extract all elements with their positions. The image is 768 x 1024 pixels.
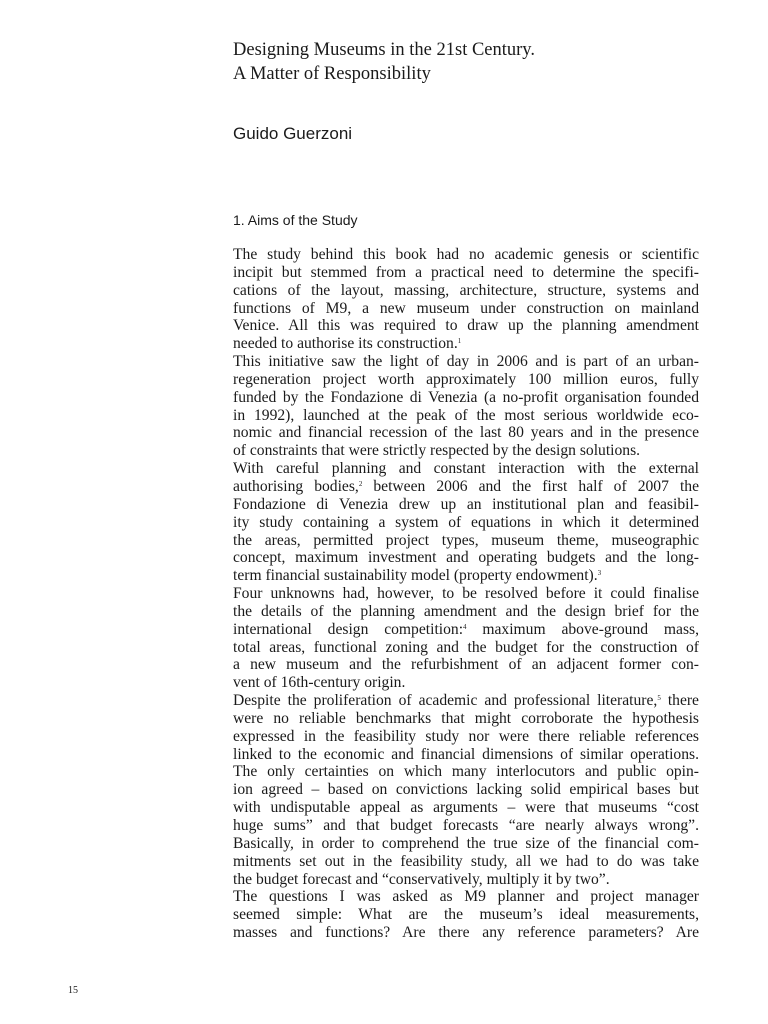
- text-line: [233, 674, 699, 692]
- text-line-continuation: maximum above-ground mass,: [466, 620, 699, 638]
- text-line: [233, 621, 699, 639]
- text-line-content: in 1992), launched at the peak of the most serious worldwide eco-: [233, 406, 699, 424]
- section-heading: 1. Aims of the Study: [233, 212, 358, 228]
- text-line: [233, 799, 699, 817]
- text-line-content: a new museum and the refurbishment of an adjacent former con-: [233, 656, 699, 674]
- text-line: [233, 442, 699, 460]
- text-line-content: total areas, functional zoning and the budget for the construction of: [233, 638, 699, 656]
- text-line: [233, 389, 699, 407]
- text-line-content: Four unknowns had, however, to be resolved before it could finalise: [233, 585, 699, 603]
- text-line: [233, 246, 699, 264]
- text-line: [233, 906, 699, 924]
- text-line-content: nomic and financial recession of the last 80 years and in the presence: [233, 424, 699, 442]
- text-line-content: linked to the economic and financial dimensions of similar operations.: [233, 745, 699, 763]
- text-line-continuation: between 2006 and the first half of 2007 the: [362, 477, 699, 495]
- text-line: [233, 282, 699, 300]
- text-line: [233, 300, 699, 318]
- text-line: [233, 728, 699, 746]
- text-line: [233, 549, 699, 567]
- author-name: Guido Guerzoni: [233, 124, 353, 143]
- text-line-content: With careful planning and constant interaction with the external: [233, 460, 699, 478]
- footnote-marker: 3: [597, 569, 602, 578]
- text-line: [233, 763, 699, 781]
- title-line-1: Designing Museums in the 21st Century.: [233, 40, 535, 60]
- text-line-content: of constraints that were strictly respected by the design solutions.: [233, 442, 641, 460]
- text-line-content: the areas, permitted project types, museum theme, museographic: [233, 531, 699, 549]
- text-line: [233, 692, 699, 710]
- text-line-content: Despite the proliferation of academic and professional literature,: [233, 692, 658, 710]
- text-line: [233, 639, 699, 657]
- text-line-content: the budget forecast and “conservatively, multiply it by two”.: [233, 870, 610, 888]
- text-line-content: concept, maximum investment and operating budgets and the long-: [233, 549, 699, 567]
- text-line: [233, 532, 699, 550]
- text-line: [233, 746, 699, 764]
- title-line-2: A Matter of Responsibility: [233, 64, 431, 84]
- text-line-content: with undisputable appeal as arguments – were that museums “cost: [233, 799, 699, 817]
- text-line: [233, 835, 699, 853]
- text-line: [233, 335, 699, 353]
- text-line: [233, 317, 699, 335]
- text-line: [233, 353, 699, 371]
- text-line-content: authorising bodies,: [233, 477, 359, 495]
- text-line: [233, 817, 699, 835]
- text-line: [233, 853, 699, 871]
- text-line-content: were no reliable benchmarks that might corroborate the hypothesis: [233, 709, 699, 727]
- text-line: [233, 888, 699, 906]
- text-line-content: vent of 16th-century origin.: [233, 674, 406, 692]
- text-line-content: the details of the planning amendment and the design brief for the: [233, 602, 699, 620]
- text-line: [233, 264, 699, 282]
- text-line: [233, 924, 699, 942]
- text-line: [233, 478, 699, 496]
- text-line-content: The study behind this book had no academic genesis or scientific: [233, 246, 699, 263]
- article-title: [233, 38, 703, 86]
- text-line-content: ity study containing a system of equations in which it determined: [233, 513, 699, 531]
- text-line: [233, 496, 699, 514]
- text-line-content: funded by the Fondazione di Venezia (a no-profit organisation founded: [233, 388, 699, 406]
- text-line-content: mitments set out in the feasibility study, all we had to do was take: [233, 852, 699, 870]
- text-line: [233, 585, 699, 603]
- text-line: [233, 781, 699, 799]
- text-line-content: huge sums” and that budget forecasts “are nearly always wrong”.: [233, 817, 699, 834]
- footnote-marker: 4: [463, 622, 467, 631]
- text-line: [233, 871, 699, 889]
- text-line-content: Fondazione di Venezia drew up an institutional plan and feasibil-: [233, 495, 699, 513]
- text-line-content: regeneration project worth approximately 100 million euros, fully: [233, 370, 699, 388]
- text-line-content: ion agreed – based on convictions lacking solid empirical bases but: [233, 781, 699, 799]
- text-line: [233, 424, 699, 442]
- text-line-content: cations of the layout, massing, architecture, structure, systems and: [233, 281, 699, 299]
- text-line-content: incipit but stemmed from a practical need to determine the specifi-: [233, 263, 699, 281]
- text-line: [233, 371, 699, 389]
- text-line-content: Basically, in order to comprehend the true size of the financial com-: [233, 834, 699, 852]
- body-text: [233, 246, 699, 942]
- text-line: [233, 567, 699, 585]
- text-line: [233, 656, 699, 674]
- footnote-marker: 1: [457, 337, 462, 346]
- text-line: [233, 603, 699, 621]
- text-line-content: functions of M9, a new museum under construction on mainland: [233, 299, 699, 317]
- text-line: [233, 710, 699, 728]
- text-line-content: term financial sustainability model (property endowment).: [233, 567, 598, 585]
- text-line: [233, 407, 699, 425]
- text-line-content: seemed simple: What are the museum’s ideal measurements,: [233, 906, 699, 924]
- page-number: 15: [68, 985, 78, 996]
- text-line-content: This initiative saw the light of day in 2006 and is part of an urban-: [233, 353, 699, 371]
- text-line: [233, 460, 699, 478]
- footnote-marker: 2: [358, 479, 363, 488]
- text-line-content: international design competition:: [233, 620, 464, 638]
- text-line-content: Venice. All this was required to draw up the planning amendment: [233, 317, 699, 335]
- text-line-content: masses and functions? Are there any reference parameters? Are: [233, 924, 699, 942]
- footnote-marker: 5: [657, 694, 661, 703]
- text-line-continuation: there: [660, 692, 699, 710]
- text-line-content: The only certainties on which many interlocutors and public opin-: [233, 763, 699, 781]
- text-line-content: expressed in the feasibility study nor were there reliable references: [233, 727, 699, 745]
- text-line-content: The questions I was asked as M9 planner and project manager: [233, 888, 699, 906]
- text-line-content: needed to authorise its construction.: [233, 335, 458, 353]
- text-line: [233, 514, 699, 532]
